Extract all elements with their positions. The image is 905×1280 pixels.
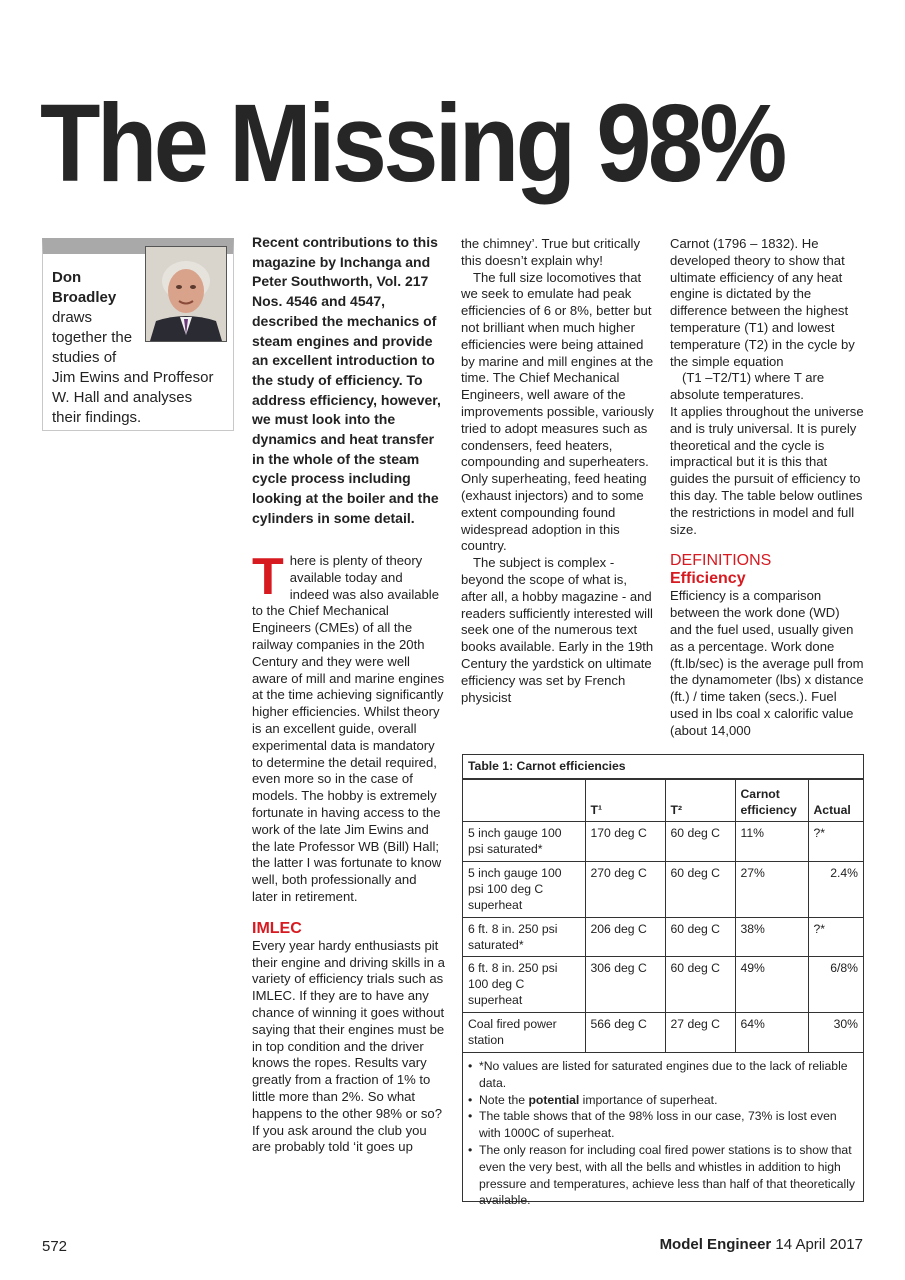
table-cell: 6/8%: [808, 957, 863, 1013]
magazine-name: Model Engineer: [659, 1236, 772, 1253]
table-row: [463, 918, 863, 957]
paragraph-complex: The subject is complex - beyond the scope of what is, after all, a hobby magazine - and readers sufficiently interested will seek one of the numerous text books available. Early in the 19th Century the yardstick on ultimate efficiency was set by French physicist: [461, 555, 654, 705]
table-header-cell: T²: [665, 780, 735, 822]
paragraph-universal: It applies throughout the universe and is truly universal. It is purely theoretical and the cycle is impractical but it is this that guides the pursuit of efficiency to this day. The table below outlines the restrictions in model and full size.: [670, 403, 864, 537]
page-number: 572: [42, 1238, 68, 1255]
author-byline: [52, 268, 224, 428]
heading-efficiency: Efficiency: [670, 570, 746, 588]
paragraph-chimney: the chimney’. True but critically this doesn’t explain why!: [461, 236, 641, 268]
note-text: Note the: [479, 1092, 529, 1107]
table-cell: 270 deg C: [585, 862, 665, 918]
note-emphasis: potential: [528, 1092, 580, 1107]
table-notes: [463, 1053, 863, 1209]
table-header-cell: [463, 780, 585, 822]
article-title: The Missing 98%: [40, 82, 784, 205]
table-cell: 60 deg C: [665, 957, 735, 1013]
table-cell: 5 inch gauge 100 psi saturated*: [463, 822, 585, 862]
table-cell: 6 ft. 8 in. 250 psi saturated*: [463, 918, 585, 957]
heading-definitions: DEFINITIONS: [670, 552, 772, 570]
author-name-line2: Broadley: [52, 289, 117, 306]
table-note: • The table shows that of the 98% loss in our case, 73% is lost even with 1000C of superheat.: [468, 1108, 858, 1142]
table-cell: 30%: [808, 1013, 863, 1053]
table-cell: 306 deg C: [585, 957, 665, 1013]
table-cell: ?*: [808, 822, 863, 862]
author-description: draws together the studies of Jim Ewins and Proffesor W. Hall and analyses their findings.: [52, 309, 214, 426]
issue-date: 14 April 2017: [775, 1236, 863, 1253]
paragraph-equation: (T1 –T2/T1) where T are absolute temperatures.: [670, 370, 825, 403]
table-cell: 170 deg C: [585, 822, 665, 862]
table-cell: 60 deg C: [665, 862, 735, 918]
table-note: • The only reason for including coal fired power stations is to show that even the very best, with all the bells and whistles in addition to high pressure and temperatures, achieve less than half of that theoretically available.: [468, 1142, 858, 1209]
paragraph-efficiency: Efficiency is a comparison between the work done (WD) and the fuel used, usually given as a percentage. Work done (ft.lb/sec) is the average pull from the dynamometer (lbs) x distance (ft.) / time taken (secs.). Fuel used in lbs coal x calorific value (about 14,000: [670, 588, 864, 738]
table-cell: 11%: [735, 822, 808, 862]
table-cell: Coal fired power station: [463, 1013, 585, 1053]
table-row: [463, 822, 863, 862]
table-header-cell: Actual: [808, 780, 863, 822]
paragraph-carnot: Carnot (1796 – 1832). He developed theory to show that ultimate efficiency of any heat engine is dictated by the difference between the highest temperature (T1) and lowest temperature (T2) in the cycle by the simple equation: [670, 236, 855, 369]
table-note: • *No values are listed for saturated engines due to the lack of reliable data.: [468, 1058, 858, 1092]
column-3: [670, 236, 865, 740]
column-2: [461, 236, 654, 706]
table-header-cell: T¹: [585, 780, 665, 822]
table-header-cell: Carnot efficiency: [735, 780, 808, 822]
carnot-table: [463, 779, 863, 1053]
paragraph-imlec: Every year hardy enthusiasts pit their engine and driving skills in a variety of efficiency trials such as IMLEC. If they are to have any chance of winning it goes without saying that their engines must be in top condition and the driver knows the ropes. Results vary greatly from a fraction of 1% to little more than 2%. So what happens to the other 98% or so? If you ask around the club you are probably told ‘it goes up: [252, 937, 445, 1155]
note-text: importance of superheat.: [579, 1092, 718, 1107]
drop-cap: T: [252, 548, 284, 606]
table-cell: 38%: [735, 918, 808, 957]
carnot-table-box: [462, 754, 864, 1208]
table-cell: 60 deg C: [665, 918, 735, 957]
paragraph-full-size: The full size locomotives that we seek to emulate had peak efficiencies of 6 or 8%, better but not brilliant when much higher efficiencies were being attained by marine and mill engines at the time. The Chief Mechanical Engineers, well aware of the improvements possible, variously tried to adopt measures such as condensers, feed heaters, compounding and superheaters. Only superheating, feed heating (exhaust injectors) and to some extent compounding found widespread adoption in this country.: [461, 269, 654, 554]
table-cell: 27%: [735, 862, 808, 918]
table-row: [463, 862, 863, 918]
table-cell: 2.4%: [808, 862, 863, 918]
table-cell: ?*: [808, 918, 863, 957]
table-cell: 6 ft. 8 in. 250 psi 100 deg C superheat: [463, 957, 585, 1013]
table-cell: 566 deg C: [585, 1013, 665, 1053]
table-note: [468, 1092, 858, 1109]
paragraph-1: here is plenty of theory available today and indeed was also available to the Chief Mechanical Engineers (CMEs) of all the railway companies in the 20th Century and they were well aware of mill and marine engines at the time achieving significantly higher efficiencies. Whilst theory is an excellent guide, overall experimental data is mandatory to determine the detail required, even more so in the case of models. The hobby is extremely fortunate in having access to the work of the late Jim Ewins and the late Professor WB (Bill) Hall; the latter I was fortunate to know well, both professionally and later in retirement.: [252, 553, 445, 904]
column-1: [252, 548, 445, 1156]
table-row: [463, 1013, 863, 1053]
table-cell: 206 deg C: [585, 918, 665, 957]
table-cell: 49%: [735, 957, 808, 1013]
table-title: Table 1: Carnot efficiencies: [463, 755, 863, 779]
table-cell: 27 deg C: [665, 1013, 735, 1053]
intro-standfirst: Recent contributions to this magazine by Inchanga and Peter Southworth, Vol. 217 Nos. 4546 and 4547, described the mechanics of steam engines and provide an excellent introduction to the study of efficiency. To address efficiency, however, we must look into the dynamics and heat transfer in the whole of the steam cycle process including looking at the boiler and the cylinders in some detail.: [252, 234, 441, 526]
author-box: [42, 238, 234, 431]
table-cell: 64%: [735, 1013, 808, 1053]
heading-imlec: IMLEC: [252, 919, 302, 937]
author-name-line1: Don: [52, 269, 82, 286]
table-cell: 5 inch gauge 100 psi 100 deg C superheat: [463, 862, 585, 918]
footer-publication: [660, 1236, 863, 1253]
table-cell: 60 deg C: [665, 822, 735, 862]
table-row: [463, 957, 863, 1013]
table-header-row: [463, 780, 863, 822]
